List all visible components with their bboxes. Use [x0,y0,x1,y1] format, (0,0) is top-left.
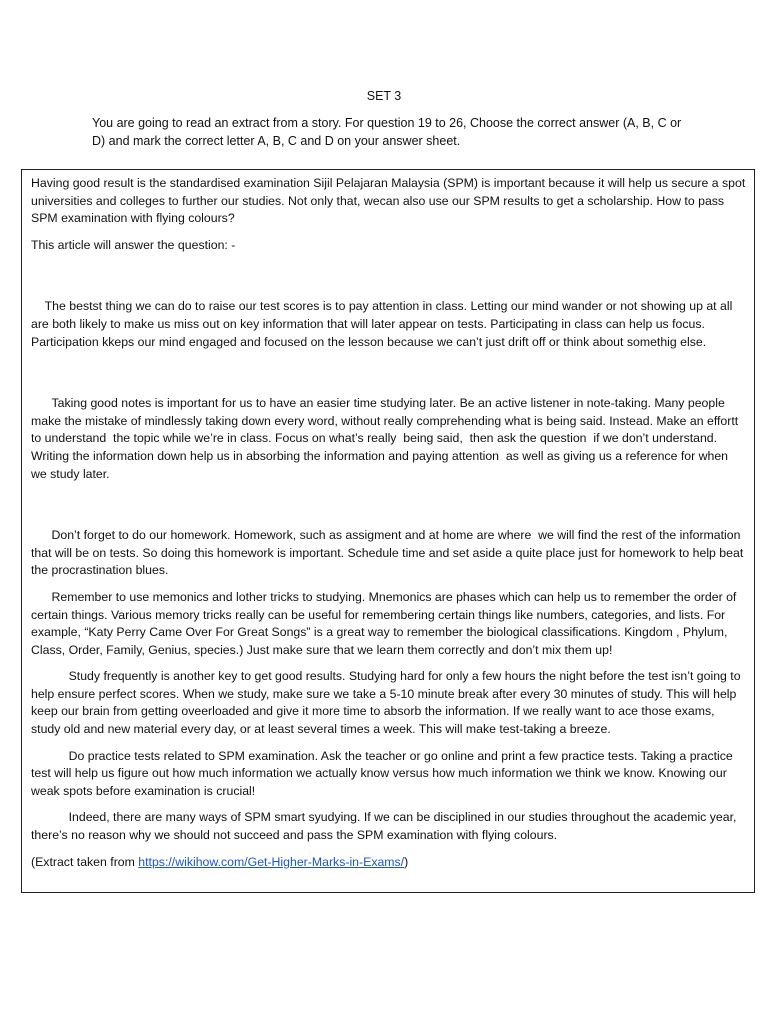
paragraph-mnemonics: Remember to use memonics and lother tricks to studying. Mnemonics are phases which can help us to remember the order of certain things. Various memory tricks really can be useful for remembering certain things like numbers, categories, and lists. For example, “Katy Perry Came Over For Great Songs” is a great way to remember the biological classifications. Kingdom , Phylum, Class, Order, Family, Genius, species.) Just make sure that we learn them correctly and don’t mix them up! [31,589,740,657]
set-title: SET 3 [366,89,402,103]
paragraph-study-frequently: Study frequently is another key to get good results. Studying hard for only a few hours the night before the test isn’t going to help ensure perfect scores. When we study, make sure we take a 5-10 minute break after every 30 minutes of study. This will help keep our brain from getting oveerloaded and give it more time to absorb the information. If we really want to ace those exams, study old and new material every day, or at least several times a week. This will make test-taking a breeze. [31,669,744,737]
paragraph-practice-tests: Do practice tests related to SPM examination. Ask the teacher or go online and print a few practice tests. Taking a practice test will help us figure out how much information we actually know versus how much information we think we know. Knowing our weak spots before examination is crucial! [31,748,737,798]
paragraph-conclusion: Indeed, there are many ways of SPM smart syudying. If we can be disciplined in our studies throughout the academic year, there’s no reason why we should not succeed and pass the SPM examination with flying colours. [31,810,740,843]
source-link[interactable]: https://wikihow.com/Get-Higher-Marks-in-Exams/ [138,854,405,869]
instruction-text: You are going to read an extract from a story. For question 19 to 26, Choose the correct answer (A, B, C or D) and mark the correct letter A, B, C and D on your answer sheet. [92,116,682,148]
passage-box [21,169,755,893]
source-suffix: ) [404,854,409,869]
source-prefix: (Extract taken from [31,854,139,869]
paragraph-homework: Don’t forget to do our homework. Homework, such as assigment and at home are where we will find the rest of the information that will be on tests. So doing this homework is important. Schedule time and set aside a quite place just for homework to help beat the procrastination blues. [31,528,747,578]
intro-paragraph: Having good result is the standardised examination Sijil Pelajaran Malaysia (SPM) is important because it will help us secure a spot universities and colleges to further our studies. Not only that, wecan also use our SPM results to get a scholarship. How to pass SPM examination with flying colours? [31,176,749,226]
paragraph-good-notes: Taking good notes is important for us to have an easier time studying later. Be an active listener in note-taking. Many people make the mistake of mindlessly taking down every word, without really comprehending what is being said. Instead. Make an effortt to understand the topic while we’re in class. Focus on what’s really being said, then ask the question if we don’t understand. Writing the information down help us in absorbing the information and paying attention as well as giving us a reference for when we study later. [31,396,742,481]
paragraph-attention-in-class: The bestst thing we can do to raise our test scores is to pay attention in class. Letting our mind wander or not showing up at all are both likely to make us miss out on key information that will later appear on tests. Participating in class can help us focus. Participation kkeps our mind engaged and focused on the lesson because we can’t just drift off or think about somethig else. [31,299,736,349]
source-line [31,854,746,872]
lead-line: This article will answer the question: - [31,237,236,252]
